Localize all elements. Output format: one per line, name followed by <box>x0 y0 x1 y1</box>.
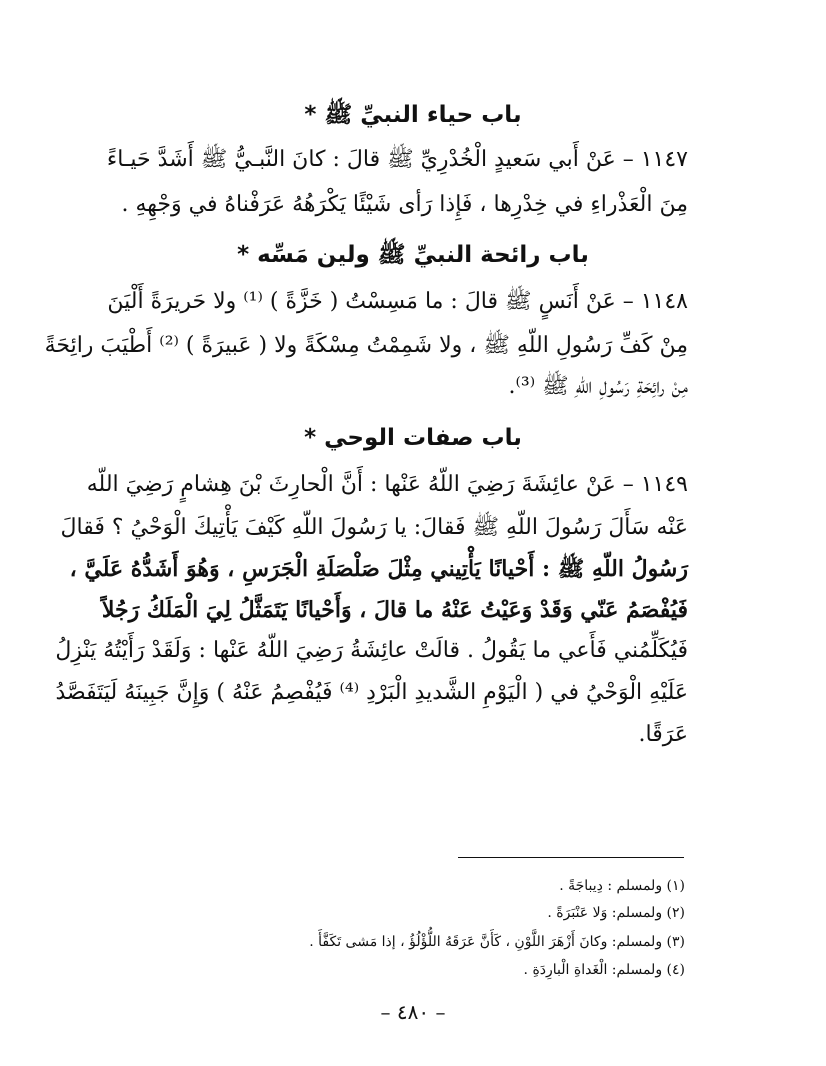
footnote-4: (٤) ولمسلم: الْغَداةِ الْبارِدَةِ . <box>523 962 685 978</box>
footnote-3: (٣) ولمسلم: وكانَ أَزْهَرَ اللَّوْنِ ، كَأَنَّ عَرَقَهُ اللُّؤْلُؤُ ، إذا مَشى تَكَفَّأَ . <box>309 934 685 950</box>
hadith-1149-line: عَنْه سَأَلَ رَسُولَ اللّهِ ﷺ فَقالَ: يا رَسُولَ اللّهِ كَيْفَ يَأْتِيكَ الْوَحْيُ ؟ فَقالَ <box>60 515 688 540</box>
hadith-1149-line: ١١٤٩ – عَنْ عائِشَةَ رَضِيَ اللّهُ عَنْها : أَنَّ الْحارِثَ بْنَ هِشامٍ رَضِيَ اللّه <box>86 472 688 497</box>
footnote-2: (٢) ولمسلم: وَلا عَنْبَرَةً . <box>547 905 685 921</box>
hadith-1148-line: ١١٤٨ – عَنْ أَنَسٍ ﷺ قالَ : ما مَسِسْتُ ( خَزَّةً ) ⁽¹⁾ ولا حَريرَةً أَلْيَنَ <box>107 289 688 314</box>
hadith-1147-line: مِنَ الْعَذْراءِ في خِدْرِها ، فَإِذا رَأى شَيْئًا يَكْرَهُهُ عَرَفْناهُ في وَجْهِهِ . <box>121 192 688 217</box>
footnote-1: (١) ولمسلم : دِيباجَةً . <box>559 878 685 894</box>
hadith-1149-line: رَسُولُ اللّهِ ﷺ : أَحْيانًا يَأْتِيني مِثْلَ صَلْصَلَةِ الْجَرَسِ ، وَهُوَ أَشَدُّهُ عَلَيَّ ، <box>69 556 688 582</box>
page-number: – ٤٨٠ – <box>380 1000 446 1024</box>
hadith-1149-line: عَلَيْهِ الْوَحْيُ في ( الْيَوْمِ الشَّديدِ الْبَرْدِ ⁽⁴⁾ فَيُفْصِمُ عَنْهُ ) وَإِنَّ جَبِينَهُ لَيَتَفَصَّدُ <box>55 680 688 705</box>
hadith-1148-line: مِنْ كَفِّ رَسُولِ اللّهِ ﷺ ، ولا شَمِمْتُ مِسْكَةً ولا ( عَبيرَةً ) ⁽²⁾ أَطْيَبَ رائِحَةً <box>44 333 688 358</box>
heading-fragrance: باب رائحة النبيِّ ﷺ ولين مَسِّه * <box>237 242 589 268</box>
hadith-1148-line: مِنْ رائِحَةِ رَسُولِ اللّهِ ﷺ ⁽³⁾. <box>508 374 688 399</box>
heading-revelation: باب صفات الوحي * <box>304 425 522 451</box>
hadith-1149-line: عَرَقًا. <box>638 722 688 747</box>
hadith-1149-line: فَيُفْصَمُ عَنّي وَقَدْ وَعَيْتُ عَنْهُ ما قالَ ، وَأَحْيانًا يَتَمَثَّلُ لِيَ الْمَلَكُ رَجُلاً <box>101 597 688 623</box>
heading-modesty: باب حياء النبيِّ ﷺ * <box>304 102 522 128</box>
footnote-separator <box>458 857 684 858</box>
hadith-1147-line: ١١٤٧ – عَنْ أَبي سَعيدٍ الْخُدْرِيِّ ﷺ قالَ : كانَ النَّبـيُّ ﷺ أَشَدَّ حَيـاءً <box>106 147 688 172</box>
hadith-1149-line: فَيُكَلِّمُني فَأَعي ما يَقُولُ . قالَتْ عائِشَةُ رَضِيَ اللّهُ عَنْها : وَلَقَدْ رَأَيْتُهُ يَنْزِلُ <box>55 638 688 663</box>
